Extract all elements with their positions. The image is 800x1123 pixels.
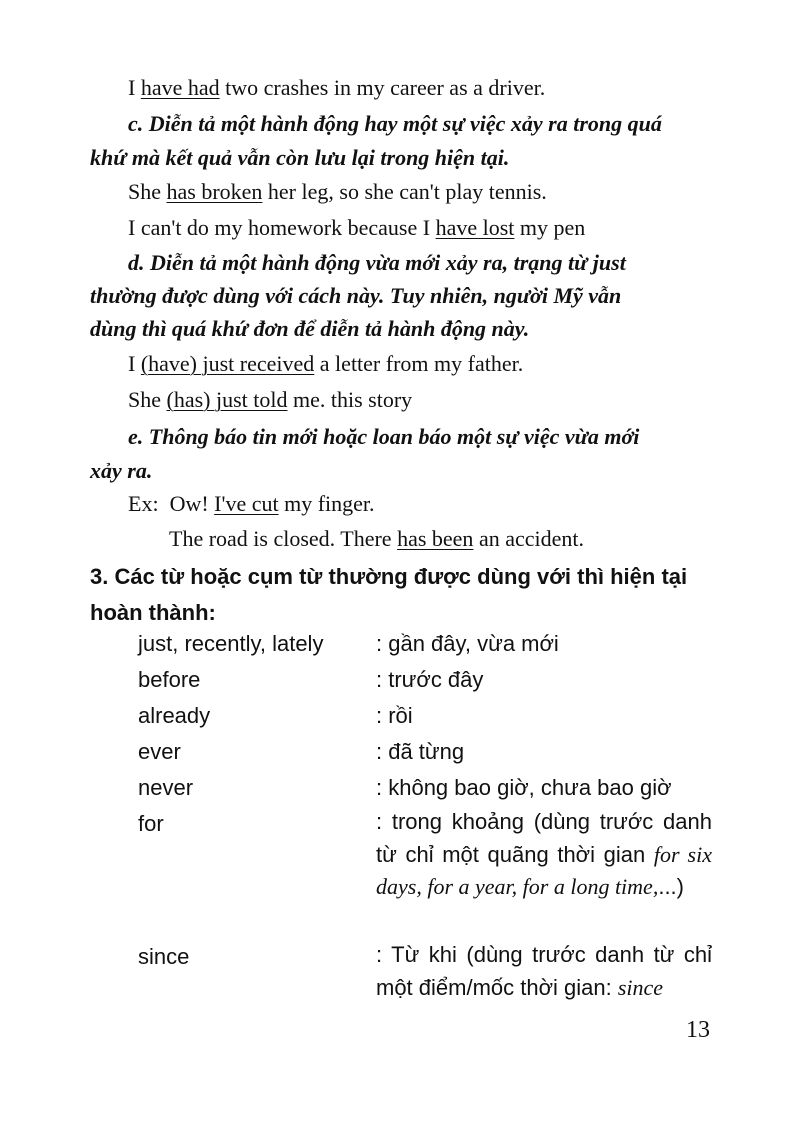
example-text: my finger. [278, 491, 375, 516]
term-ever: ever [138, 739, 181, 764]
rule-c-line1: c. Diễn tả một hành động hay một sự việc xảy ra trong quá [128, 111, 662, 136]
example-text: The road is closed. There [169, 526, 398, 551]
rule-c-line2: khứ mà kết quả vẫn còn lưu lại trong hiện tại. [90, 145, 510, 170]
example-text: an accident. [473, 526, 584, 551]
definition-text: : Từ khi (dùng trước danh từ chỉ một điểm/mốc thời gian: [376, 942, 712, 1000]
term-since: since [138, 944, 190, 969]
example-line [128, 74, 545, 102]
definition-never: : không bao giờ, chưa bao giờ [376, 775, 672, 800]
term-for: for [138, 811, 164, 836]
example-text: Ow! [169, 491, 215, 516]
definition-text: ...) [658, 874, 684, 899]
definition-example: for six days, for a year, for a long time, [376, 841, 712, 899]
underlined-verb: (have) just received [140, 351, 315, 376]
example-text: me. this story [287, 387, 413, 412]
example-label: Ex: [128, 491, 159, 516]
definition-before: : trước đây [376, 667, 484, 692]
section-heading-line: 3. Các từ hoặc cụm từ thường được dùng với thì hiện tại [90, 564, 688, 589]
underlined-verb: (has) just told [166, 387, 288, 412]
definition-example: since [617, 974, 664, 1000]
rule-d-line1: d. Diễn tả một hành động vừa mới xảy ra, trạng từ just [128, 250, 626, 275]
example-line [128, 214, 585, 242]
underlined-verb: I've cut [214, 491, 279, 516]
rule-e-line1: e. Thông báo tin mới hoặc loan báo một sự việc vừa mới [128, 424, 640, 449]
definition-for [376, 806, 712, 904]
definition-ever: : đã từng [376, 739, 465, 764]
example-text: I [128, 351, 141, 376]
underlined-verb: have lost [435, 215, 515, 240]
example-text: I can't do my homework because I [128, 215, 436, 240]
section-3-heading [90, 559, 710, 631]
example-line [169, 525, 584, 553]
underlined-verb: have had [140, 75, 220, 100]
page-number: 13 [686, 1017, 710, 1043]
definition-since [376, 939, 712, 1004]
underlined-verb: has broken [166, 179, 263, 204]
term-just: just, recently, lately [138, 631, 324, 656]
term-already: already [138, 703, 211, 728]
rule-d-line3: dùng thì quá khứ đơn để diễn tả hành động này. [90, 316, 530, 341]
rule-d-line2: thường được dùng với cách này. Tuy nhiên, người Mỹ vẫn [90, 283, 622, 308]
example-line [128, 386, 412, 414]
example-text: I [128, 75, 141, 100]
term-before: before [138, 667, 201, 692]
underlined-verb: has been [397, 526, 474, 551]
example-text: She [128, 387, 167, 412]
example-text: two crashes in my career as a driver. [219, 75, 546, 100]
section-heading-line: hoàn thành: [90, 600, 216, 625]
definition-just: : gần đây, vừa mới [376, 631, 559, 656]
rule-e-line2: xảy ra. [90, 458, 153, 483]
definition-already: : rồi [376, 703, 413, 728]
example-line [128, 178, 547, 206]
example-text: a letter from my father. [314, 351, 524, 376]
term-never: never [138, 775, 194, 800]
example-text: my pen [514, 215, 586, 240]
example-line [128, 350, 523, 378]
example-line [128, 490, 375, 518]
example-text: her leg, so she can't play tennis. [262, 179, 547, 204]
definition-text: : trong khoảng (dùng trước danh từ chỉ một quãng thời gian [376, 809, 712, 867]
example-text: She [128, 179, 167, 204]
